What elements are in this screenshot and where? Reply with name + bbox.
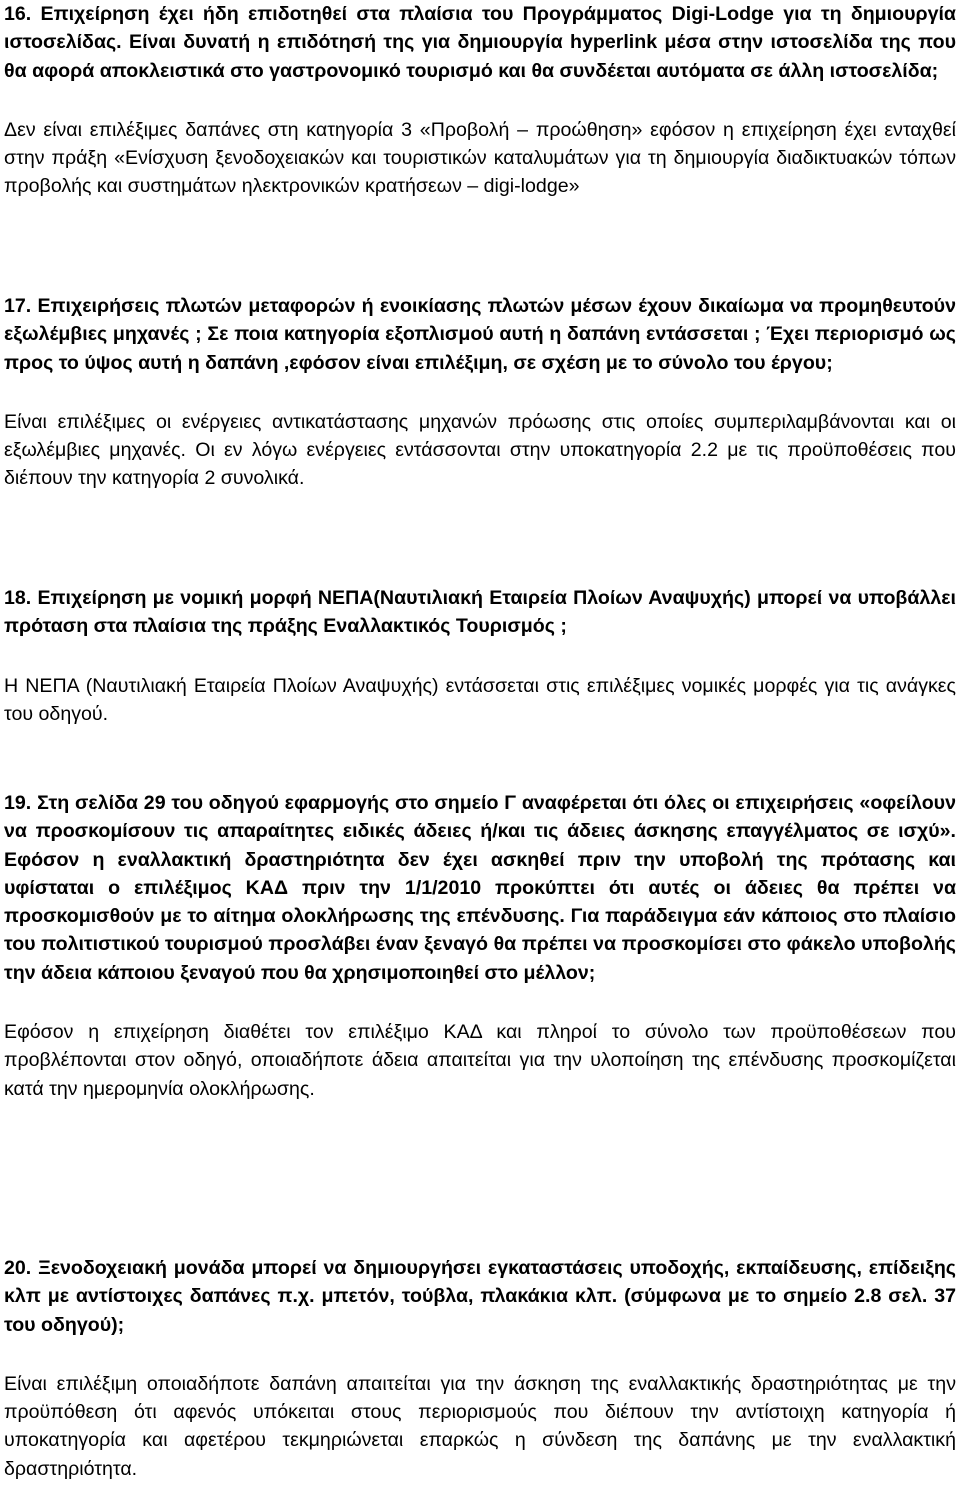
question-16 (4, 0, 956, 85)
answer-17: Είναι επιλέξιμες οι ενέργειες αντικατάστασης μηχανών πρόωσης στις οποίες συμπεριλαμβάνονται και οι εξωλέμβιες μηχανές. Οι εν λόγω ενέργειες εντάσσονται στην υποκατηγορία 2.2 με τις προϋποθέσεις που διέπουν την κατηγορία 2 συνολικά. (4, 410, 956, 490)
question-text: Επιχείρηση με νομική μορφή ΝΕΠΑ(Ναυτιλιακή Εταιρεία Πλοίων Αναψυχής) μπορεί να υποβάλλει πρόταση στα πλαίσια της πράξης Εναλλακτικός Τουρισμός ; (4, 587, 956, 638)
question-20 (4, 1254, 956, 1339)
question-number: 19. (4, 792, 32, 814)
question-number: 20. (4, 1257, 32, 1279)
question-number: 18. (4, 587, 32, 609)
question-19 (4, 789, 956, 987)
faq-item-17 (4, 292, 956, 493)
answer-16: Δεν είναι επιλέξιμες δαπάνες στη κατηγορία 3 «Προβολή – προώθηση» εφόσον η επιχείρηση έχει ενταχθεί στην πράξη «Ενίσχυση ξενοδοχειακών και τουριστικών καταλυμάτων για τη δημιουργία διαδικτυακών τόπων προβολής και συστημάτων ηλεκτρονικών κρατήσεων – digi-lodge» (4, 118, 956, 198)
faq-item-16 (4, 0, 956, 201)
question-text: Στη σελίδα 29 του οδηγού εφαρμογής στο σημείο Γ αναφέρεται ότι όλες οι επιχειρήσεις «οφείλουν να προσκομίσουν τις απαραίτητες ειδικές άδειες ή/και τις άδειες άσκησης επαγγέλματος σε ισχύ». Εφόσον η εναλλακτική δραστηριότητα δεν έχει ασκηθεί πριν την υποβολή της πρότασης και υφίσταται ο επιλέξιμος ΚΑΔ πριν την 1/1/2010 προκύπτει ότι αυτές οι άδειες θα πρέπει να προσκομισθούν με το αίτημα ολοκλήρωσης της επένδυσης. Για παράδειγμα εάν κάποιος στο πλαίσιο του πολιτιστικού τουρισμού προσλάβει έναν ξεναγό θα πρέπει να προσκομίσει στο φάκελο υποβολής την άδεια κάποιου ξεναγού που θα χρησιμοποιηθεί στο μέλλον; (4, 792, 956, 984)
answer-20: Είναι επιλέξιμη οποιαδήποτε δαπάνη απαιτείται για την άσκηση της εναλλακτικής δραστηριότητας με την προϋπόθεση ότι αφενός υπόκειται στους περιορισμούς που διέπουν την αντίστοιχη κατηγορία ή υποκατηγορία και αφετέρου τεκμηριώνεται επαρκώς η σύνδεση της δαπάνης με την εναλλακτική δραστηριότητα. (4, 1372, 956, 1480)
answer-19: Εφόσον η επιχείρηση διαθέτει τον επιλέξιμο ΚΑΔ και πληροί το σύνολο των προϋποθέσεων που προβλέπονται στον οδηγό, οποιαδήποτε άδεια απαιτείται για την υλοποίηση της επένδυσης προσκομίζεται κατά την ημερομηνία ολοκλήρωσης. (4, 1021, 956, 1100)
question-text: Επιχείρηση έχει ήδη επιδοτηθεί στα πλαίσια του Προγράμματος Digi-Lodge για τη δημιουργία ιστοσελίδας. Είναι δυνατή η επιδότησή της για δημιουργία hyperlink μέσα στην ιστοσελίδα της που θα αφορά αποκλειστικά στο γαστρονομικό τουρισμό και θα συνδέεται αυτόματα σε άλλη ιστοσελίδα; (4, 3, 956, 82)
question-number: 17. (4, 295, 32, 317)
faq-item-20 (4, 1254, 956, 1483)
question-text: Επιχειρήσεις πλωτών μεταφορών ή ενοικίασης πλωτών μέσων έχουν δικαίωμα να προμηθευτούν εξωλέμβιες μηχανές ; Σε ποια κατηγορία εξοπλισμού αυτή η δαπάνη εντάσσεται ; Έχει περιορισμό ως προς το ύψος αυτή η δαπάνη ,εφόσον είναι επιλέξιμη, σε σχέση με το σύνολο του έργου; (4, 295, 956, 374)
faq-item-19 (4, 789, 956, 1103)
question-text: Ξενοδοχειακή μονάδα μπορεί να δημιουργήσει εγκαταστάσεις υποδοχής, εκπαίδευσης, επίδειξης κλπ με αντίστοιχες δαπάνες π.χ. μπετόν, τούβλα, πλακάκια κλπ. (σύμφωνα με το σημείο 2.8 σελ. 37 του οδηγού); (4, 1257, 956, 1336)
answer-18: Η ΝΕΠΑ (Ναυτιλιακή Εταιρεία Πλοίων Αναψυχής) εντάσσεται στις επιλέξιμες νομικές μορφές για τις ανάγκες του οδηγού. (4, 674, 956, 725)
question-number: 16. (4, 3, 32, 25)
faq-item-18 (4, 584, 956, 728)
question-18 (4, 584, 956, 641)
question-17 (4, 292, 956, 377)
